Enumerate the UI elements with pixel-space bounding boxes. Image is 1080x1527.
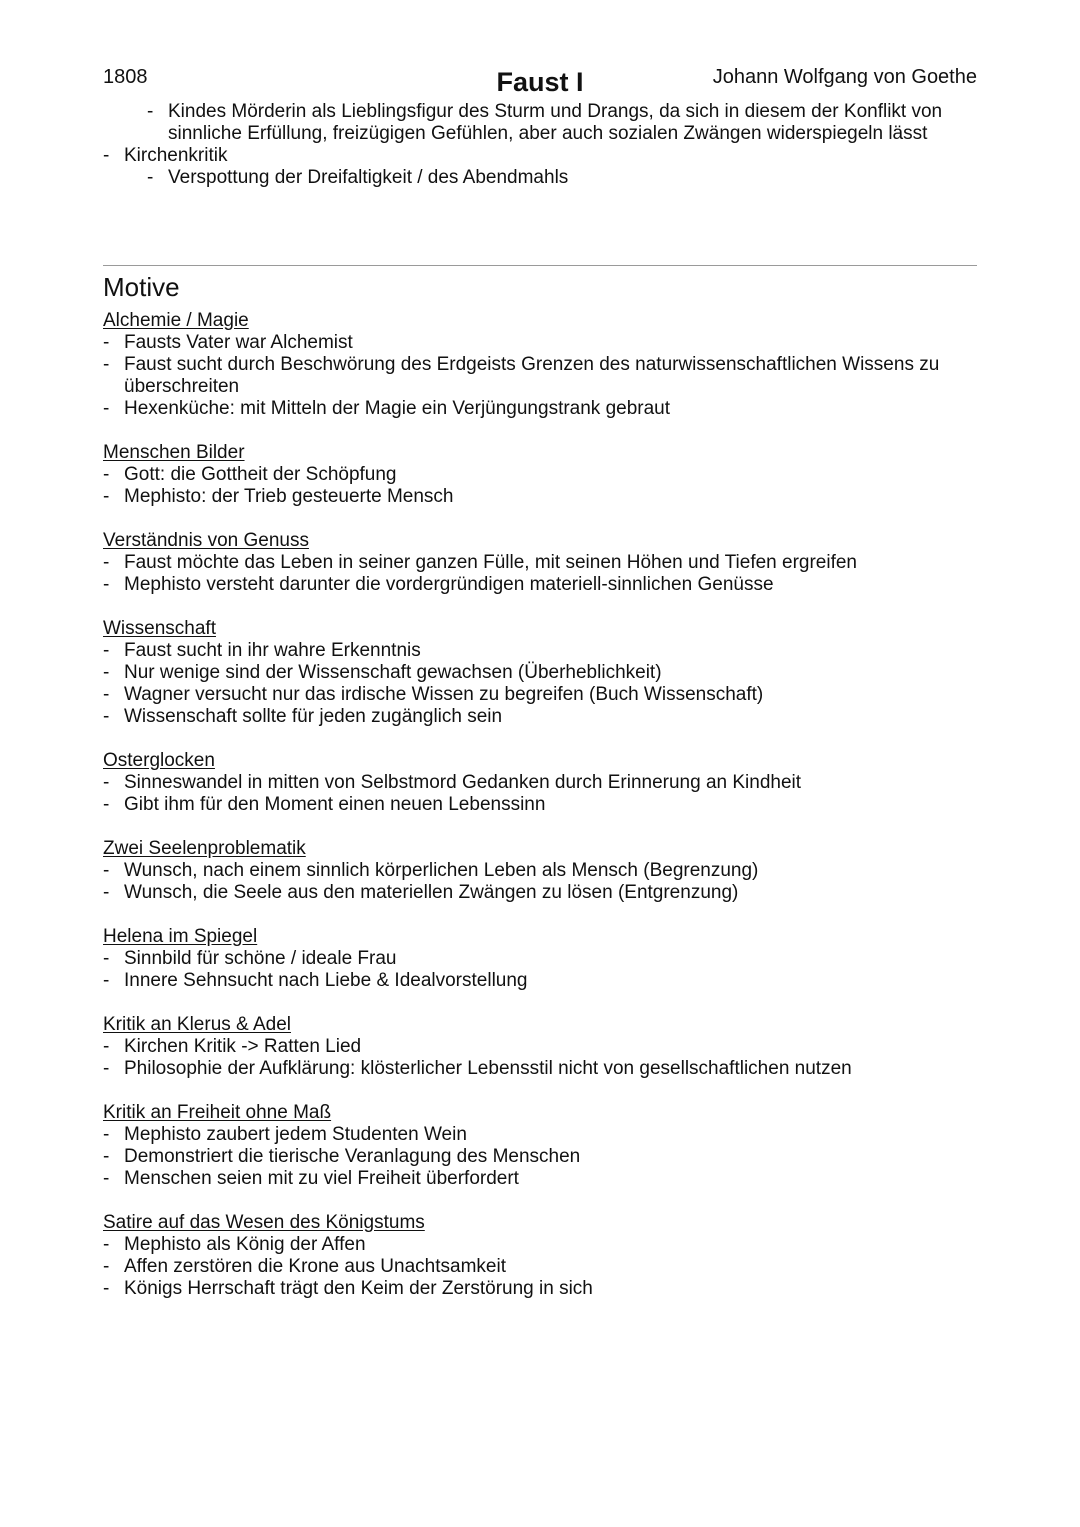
- section-list: [103, 332, 977, 420]
- list-item: - Faust sucht durch Beschwörung des Erdgeists Grenzen des naturwissenschaftlichen Wissens zu überschreiten: [103, 354, 964, 398]
- list-item: [103, 145, 977, 167]
- list-item: - Faust sucht in ihr wahre Erkenntnis: [103, 640, 964, 662]
- section-title: Helena im Spiegel: [103, 926, 258, 947]
- motive-section: [103, 838, 977, 904]
- list-item: - Fausts Vater war Alchemist: [103, 332, 964, 354]
- list-item: - Sinneswandel in mitten von Selbstmord Gedanken durch Erinnerung an Kindheit: [103, 772, 964, 794]
- section-title: Osterglocken: [103, 750, 215, 771]
- section-list: [103, 1124, 977, 1190]
- list-item: - Mephisto: der Trieb gesteuerte Mensch: [103, 486, 964, 508]
- section-list: [103, 1234, 977, 1300]
- list-item: - Gott: die Gottheit der Schöpfung: [103, 464, 964, 486]
- section-list: [103, 860, 977, 904]
- section-title: Verständnis von Genuss: [103, 530, 309, 551]
- list-item: - Wissenschaft sollte für jeden zugänglich sein: [103, 706, 964, 728]
- motive-section: [103, 1102, 977, 1190]
- list-item: - Demonstriert die tierische Veranlagung des Menschen: [103, 1146, 964, 1168]
- section-title: Kritik an Klerus & Adel: [103, 1014, 291, 1035]
- list-item: - Gibt ihm für den Moment einen neuen Lebenssinn: [103, 794, 964, 816]
- header-title: Faust I: [496, 67, 584, 97]
- motive-section: [103, 1014, 977, 1080]
- motive-section: [103, 618, 977, 728]
- section-title: Satire auf das Wesen des Königstums: [103, 1212, 425, 1233]
- list-item: - Königs Herrschaft trägt den Keim der Zerstörung in sich: [103, 1278, 964, 1300]
- list-item: - Sinnbild für schöne / ideale Frau: [103, 948, 964, 970]
- section-list: [103, 552, 977, 596]
- list-item-label: Kirchenkritik: [124, 145, 228, 166]
- section-list: [103, 640, 977, 728]
- section-title: Wissenschaft: [103, 618, 216, 639]
- section-divider: [103, 265, 977, 266]
- page-header: [103, 64, 977, 98]
- list-item: - Mephisto zaubert jedem Studenten Wein: [103, 1124, 964, 1146]
- section-title: Kritik an Freiheit ohne Maß: [103, 1102, 332, 1123]
- motive-section: [103, 530, 977, 596]
- list-item: - Mephisto versteht darunter die vordergründigen materiell-sinnlichen Genüsse: [103, 574, 964, 596]
- list-item: - Wagner versucht nur das irdische Wissen zu begreifen (Buch Wissenschaft): [103, 684, 964, 706]
- list-item: - Wunsch, die Seele aus den materiellen Zwängen zu lösen (Entgrenzung): [103, 882, 964, 904]
- list-item: - Hexenküche: mit Mitteln der Magie ein Verjüngungstrank gebraut: [103, 398, 964, 420]
- section-list: [103, 464, 977, 508]
- section-list: [103, 1036, 977, 1080]
- list-item: - Philosophie der Aufklärung: klösterlicher Lebensstil nicht von gesellschaftlichen nutzen: [103, 1058, 964, 1080]
- section-list: [103, 948, 977, 992]
- motive-heading: Motive: [103, 272, 180, 302]
- section-title: Menschen Bilder: [103, 442, 245, 463]
- list-item: - Nur wenige sind der Wissenschaft gewachsen (Überheblichkeit): [103, 662, 964, 684]
- list-item: - Kindes Mörderin als Lieblingsfigur des Sturm und Drangs, da sich in diesem der Konflikt von sinnliche Erfüllung, freizügigen Gefühlen, aber auch sozialen Zwängen widerspiegeln lässt: [147, 101, 967, 145]
- section-title: Zwei Seelenproblematik: [103, 838, 306, 859]
- header-year: 1808: [103, 66, 148, 88]
- list-item: - Menschen seien mit zu viel Freiheit überfordert: [103, 1168, 964, 1190]
- intro-sublist-2: [103, 167, 967, 189]
- list-item: - Affen zerstören die Krone aus Unachtsamkeit: [103, 1256, 964, 1278]
- motive-section: [103, 1212, 977, 1300]
- list-item: - Verspottung der Dreifaltigkeit / des Abendmahls: [147, 167, 967, 189]
- section-list: [103, 772, 977, 816]
- intro-list: [103, 145, 977, 167]
- intro-sublist-1: [103, 101, 967, 145]
- list-item: - Innere Sehnsucht nach Liebe & Idealvorstellung: [103, 970, 964, 992]
- motive-section: [103, 310, 977, 420]
- list-item: - Wunsch, nach einem sinnlich körperlichen Leben als Mensch (Begrenzung): [103, 860, 964, 882]
- motive-section: [103, 926, 977, 992]
- section-title: Alchemie / Magie: [103, 310, 249, 331]
- list-item: - Faust möchte das Leben in seiner ganzen Fülle, mit seinen Höhen und Tiefen ergreifen: [103, 552, 964, 574]
- motive-section: [103, 442, 977, 508]
- motive-sections: [103, 310, 977, 1322]
- intro-continuation: [103, 101, 977, 189]
- list-item: - Kirchen Kritik -> Ratten Lied: [103, 1036, 964, 1058]
- motive-section: [103, 750, 977, 816]
- header-author: Johann Wolfgang von Goethe: [712, 66, 977, 88]
- list-item: - Mephisto als König der Affen: [103, 1234, 964, 1256]
